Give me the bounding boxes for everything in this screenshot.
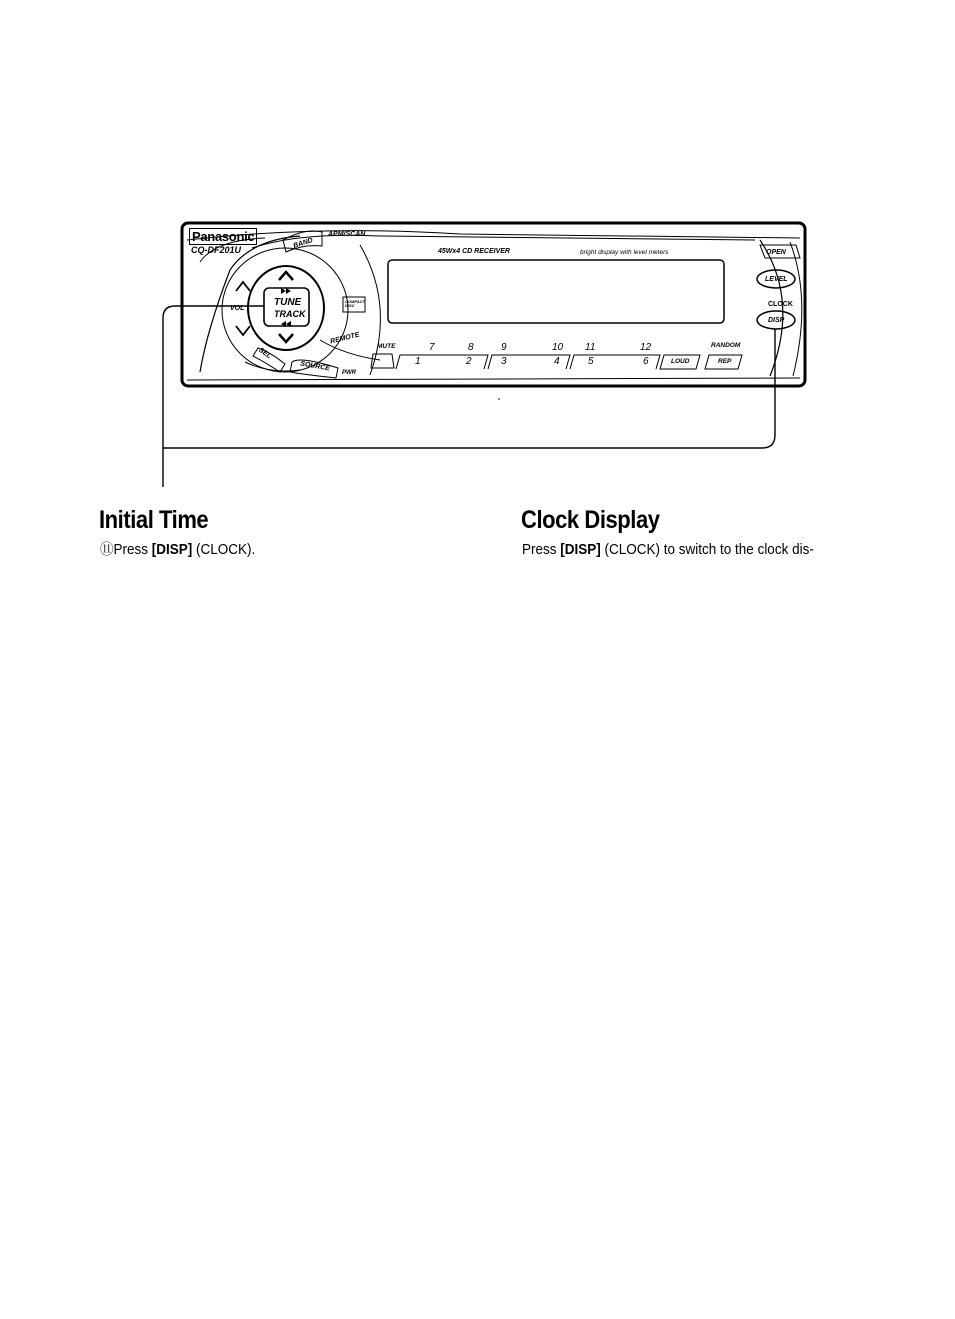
pwr-label: PWR xyxy=(342,370,356,376)
initial-time-heading: Initial Time xyxy=(99,506,209,534)
sel-label: SEL xyxy=(257,346,273,361)
preset-number: 10 xyxy=(552,342,564,353)
clock-display-instruction xyxy=(522,542,814,557)
preset-number: 9 xyxy=(501,342,507,353)
preset-number: 6 xyxy=(643,356,649,367)
loud-label: LOUD xyxy=(671,358,690,365)
up-arrow-icon[interactable] xyxy=(279,272,293,280)
band-label: BAND xyxy=(292,237,314,250)
preset-buttons xyxy=(396,355,742,369)
tune-label: TUNE xyxy=(274,297,302,308)
source-label: SOURCE xyxy=(299,360,331,373)
receiver-label: 45Wx4 CD RECEIVER xyxy=(438,248,510,255)
instruction-text: Press xyxy=(113,541,152,558)
vol-down-icon[interactable] xyxy=(236,326,250,335)
display-caption: bright display with level meters xyxy=(580,249,669,256)
preset-arc xyxy=(320,340,380,360)
instruction-text: (CLOCK). xyxy=(192,541,256,558)
model-label: CQ-DF201U xyxy=(191,245,242,255)
preset-number: 1 xyxy=(415,356,421,367)
level-label: LEVEL xyxy=(765,276,788,283)
disp-label: DISP xyxy=(768,317,785,324)
fast-forward-icon xyxy=(281,288,291,294)
vol-up-icon[interactable] xyxy=(236,282,250,291)
down-arrow-icon[interactable] xyxy=(279,334,293,342)
open-label: OPEN xyxy=(766,249,786,256)
initial-time-instruction xyxy=(100,542,255,557)
preset-number: 11 xyxy=(585,342,596,353)
display-window xyxy=(388,260,724,323)
random-label: RANDOM xyxy=(711,342,741,349)
instruction-text: Press xyxy=(522,541,561,558)
tune-track-knob[interactable] xyxy=(248,266,324,350)
preset-number: 12 xyxy=(640,342,652,353)
vol-label: VOL xyxy=(230,305,245,312)
clock-display-heading: Clock Display xyxy=(521,506,660,534)
disp-key-label: [DISP] xyxy=(151,541,193,558)
preset-number: 8 xyxy=(468,342,474,353)
preset-number: 7 xyxy=(429,342,435,353)
cd-logo-label: COMPACT DISC xyxy=(345,299,365,308)
disp-key-label: [DISP] xyxy=(560,541,601,558)
clock-label: CLOCK xyxy=(768,301,793,308)
stray-dot xyxy=(498,398,500,400)
preset-number: 4 xyxy=(554,356,560,367)
mute-label: MUTE xyxy=(377,343,396,350)
preset-number: 2 xyxy=(466,356,472,367)
preset-number: 5 xyxy=(588,356,594,367)
remote-label: REMOTE xyxy=(329,331,361,346)
callout-line-tune xyxy=(163,306,264,487)
brand-logo: Panasonic xyxy=(189,228,257,245)
track-label: TRACK xyxy=(274,309,306,319)
preset-number: 3 xyxy=(501,356,507,367)
step-number-icon: ⑪ xyxy=(100,541,114,558)
preset-button[interactable] xyxy=(396,355,488,369)
instruction-text: (CLOCK) to switch to the clock dis- xyxy=(600,541,814,558)
apm-scan-label: APM/SCAN xyxy=(328,231,366,238)
rep-label: REP xyxy=(718,358,732,365)
